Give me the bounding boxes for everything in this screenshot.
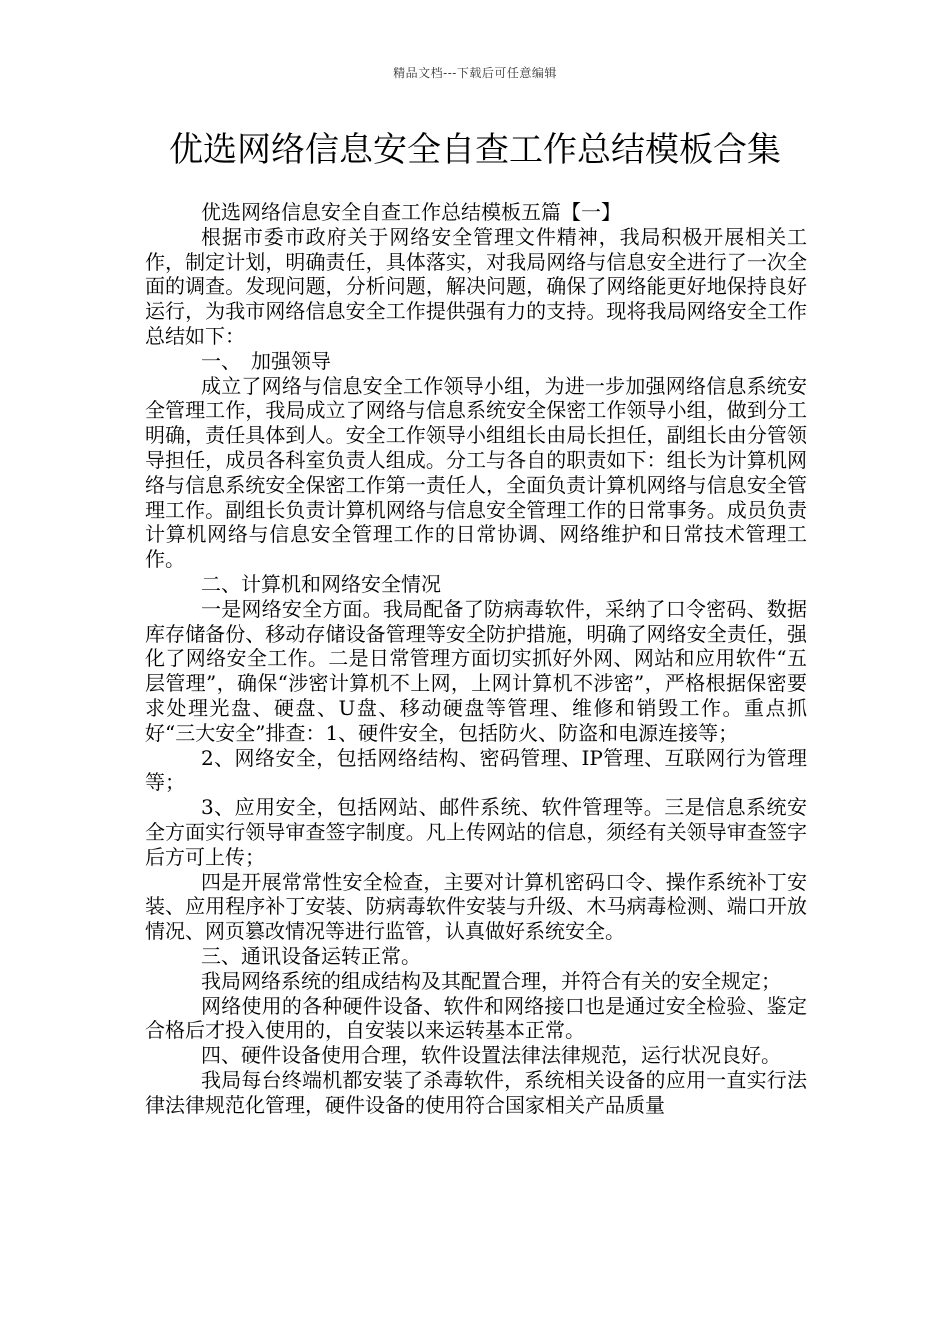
section-heading-3: 三、通讯设备运转正常。 [201,943,421,968]
section-heading-2: 二、计算机和网络安全情况 [201,571,441,596]
paragraph-item-3: 3、应用安全，包括网站、邮件系统、软件管理等。三是信息系统安全方面实行领导审查签字制度。凡上传网站的信息，须经有关领导审查签字后方可上传； [145,795,807,869]
section-heading-1: 一、 加强领导 [201,348,331,373]
document-title: 优选网络信息安全自查工作总结模板合集 [169,130,781,170]
paragraph-leadership: 成立了网络与信息安全工作领导小组，为进一步加强网络信息系统安全管理工作，我局成立了网络与信息系统安全保密工作领导小组，做到分工明确，责任具体到人。安全工作领导小组组长由局长担任，副组长由分管领导担任，成员各科室负责人组成。分工与各自的职责如下：组长为计算机网络与信息系统安全保密工作第一责任人，全面负责计算机网络与信息安全管理工作。副组长负责计算机网络与信息安全管理工作的日常事务。成员负责计算机网络与信息安全管理工作的日常协调、网络维护和日常技术管理工作。 [145,373,807,572]
paragraph-item-4: 四是开展常常性安全检查，主要对计算机密码口令、操作系统补丁安装、应用程序补丁安装、防病毒软件安装与升级、木马病毒检测、端口开放情况、网页篡改情况等进行监管，认真做好系统安全。 [145,869,807,944]
paragraph-network-security: 一是网络安全方面。我局配备了防病毒软件，采纳了口令密码、数据库存储备份、移动存储设备管理等安全防护措施，明确了网络安全责任，强化了网络安全工作。二是日常管理方面切实抓好外网、网站和应用软件“五层管理”，确保“涉密计算机不上网，上网计算机不涉密”，严格根据保密要求处理光盘、硬盘、U盘、移动硬盘等管理、维修和销毁工作。重点抓好“三大安全”排查：1、硬件安全，包括防火、防盗和电源连接等； [145,596,807,745]
paragraph-terminals: 我局每台终端机都安装了杀毒软件，系统相关设备的应用一直实行法律法律规范化管理，硬件设备的使用符合国家相关产品质量 [145,1067,807,1117]
header-note: 精品文档---下载后可任意编辑 [393,66,557,80]
paragraph-intro: 根据市委市政府关于网络安全管理文件精神，我局积极开展相关工作，制定计划，明确责任，具体落实，对我局网络与信息安全进行了一次全面的调查。发现问题，分析问题，解决问题，确保了网络能更好地保持良好运行，为我市网络信息安全工作提供强有力的支持。现将我局网络安全工作总结如下： [145,224,807,348]
paragraph-subtitle: 优选网络信息安全自查工作总结模板五篇【一】 [201,200,621,224]
paragraph-hardware-checks: 网络使用的各种硬件设备、软件和网络接口也是通过安全检验、鉴定合格后才投入使用的，自安装以来运转基本正常。 [145,993,807,1043]
section-heading-4: 四、硬件设备使用合理，软件设置法律法律规范，运行状况良好。 [201,1043,781,1068]
document-body [145,200,807,1117]
paragraph-item-2: 2、网络安全，包括网络结构、密码管理、IP管理、互联网行为管理等； [145,745,807,795]
paragraph-structure: 我局网络系统的组成结构及其配置合理，并符合有关的安全规定； [201,968,781,993]
